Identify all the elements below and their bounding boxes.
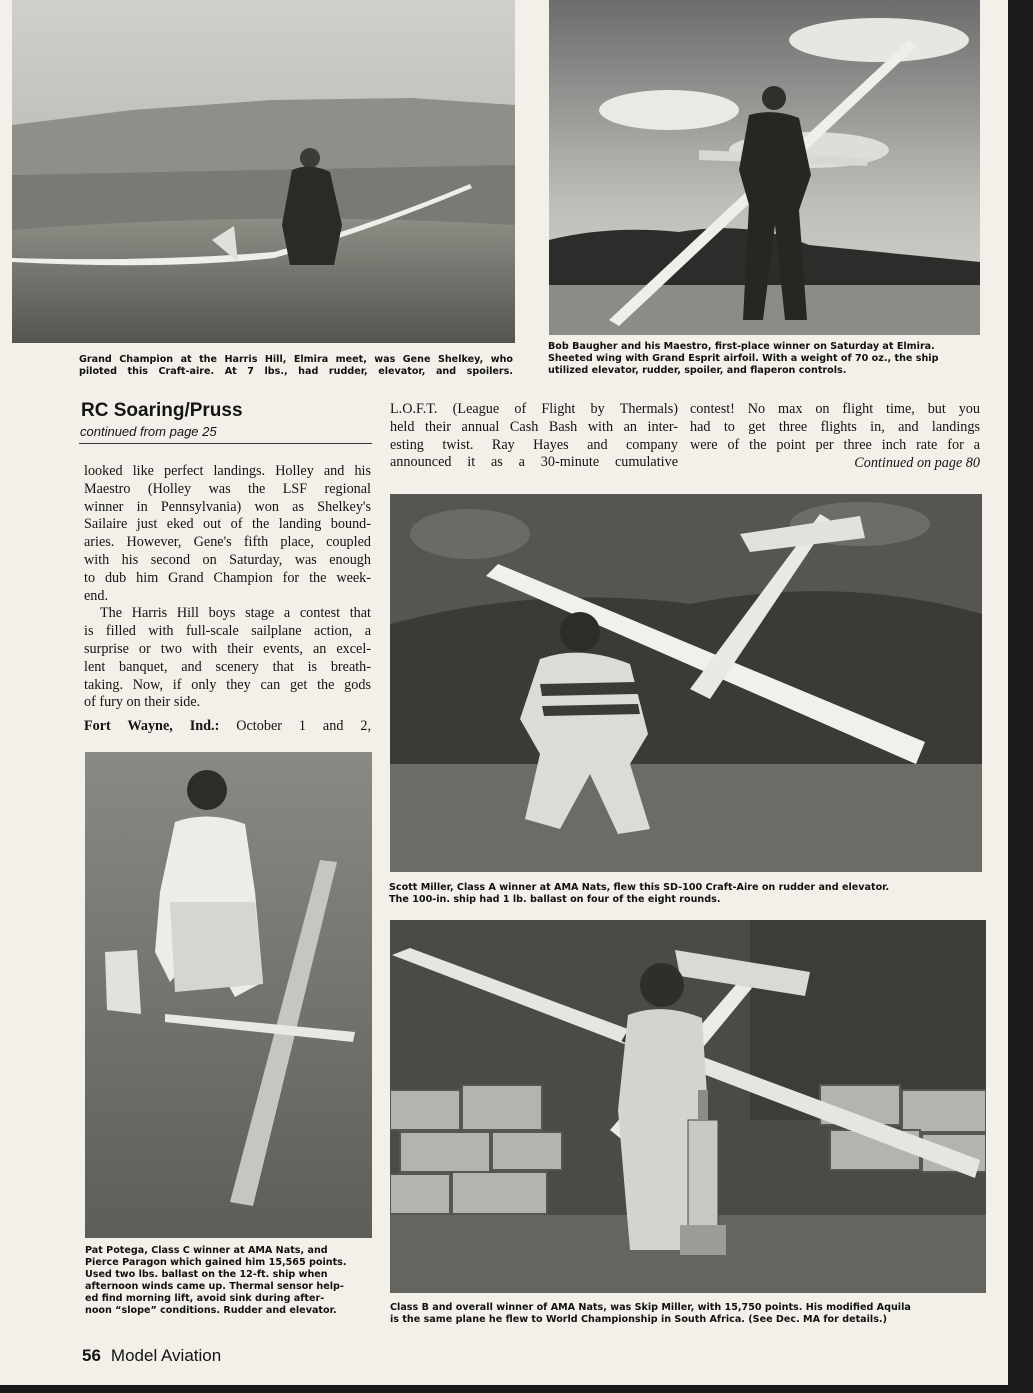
continued-from: continued from page 25 — [80, 424, 217, 439]
photo-skip-miller — [390, 920, 986, 1293]
photo-pat-potega — [85, 752, 372, 1238]
article-column-2: L.O.F.T. (League of Flight by Thermals) held their annual Cash Bash with an inter- esting twist. Ray Hayes and company announced it as a 30-minute cumulative — [390, 401, 678, 471]
page-folio — [82, 1346, 221, 1366]
photo-grand-champion — [12, 0, 515, 343]
title-rule — [79, 443, 372, 444]
magazine-name: Model Aviation — [110, 1346, 222, 1365]
article-column-3: contest! No max on flight time, but you had to get three flights in, and landings were of the point per three inch rate for a — [690, 401, 980, 453]
caption-skip-miller: Class B and overall winner of AMA Nats, was Skip Miller, with 15,750 points. His modified Aquila is the same plane he flew to World Championship in South Africa. (See Dec. MA for details.) — [390, 1302, 911, 1325]
dateline: Fort Wayne, Ind.: October 1 and 2, — [84, 718, 371, 735]
photo-bob-baugher — [549, 0, 980, 335]
caption-scott-miller: Scott Miller, Class A winner at AMA Nats, flew this SD-100 Craft-Aire on rudder and elevator. The 100-in. ship had 1 lb. ballast on four of the eight rounds. — [389, 882, 890, 905]
continued-on: Continued on page 80 — [854, 455, 980, 471]
caption-grand-champion: Grand Champion at the Harris Hill, Elmira meet, was Gene Shelkey, who piloted this Craft-aire. At 7 lbs., had rudder, elevator, and spoilers. — [79, 354, 513, 377]
article-title: RC Soaring/Pruss — [81, 400, 243, 421]
caption-bob-baugher: Bob Baugher and his Maestro, first-place winner on Saturday at Elmira. Sheeted wing with Grand Esprit airfoil. With a weight of 70 oz., the ship utilized elevator, rudder, spoiler, and flaperon controls. — [548, 341, 939, 376]
article-column-1: looked like perfect landings. Holley and his Maestro (Holley was the LSF regional winner in Pennsylvania) won as Shelkey's Sailaire just eked out of the landing bound- aries. However, Gene's fifth place, coupled with his second on Saturday, was enough to dub him Grand Champion for the week- end. The Harris Hill boys stage a contest that is filled with full-scale sailplane action, a surprise or two with their events, an excel- lent banquet, and scenery that is breath- taking. Now, if only they can get the gods of fury on their side. Fort Wayne, Ind.: October 1 and 2, — [84, 463, 371, 735]
photo-scott-miller — [390, 494, 982, 872]
caption-pat-potega: Pat Potega, Class C winner at AMA Nats, and Pierce Paragon which gained him 15,565 points. Used two lbs. ballast on the 12-ft. ship when afternoon winds came up. Thermal sensor help- ed find morning lift, avoid sink during after- noon “slope” conditions. Rudder and elevator. — [85, 1245, 347, 1316]
page-number: 56 — [82, 1346, 101, 1365]
